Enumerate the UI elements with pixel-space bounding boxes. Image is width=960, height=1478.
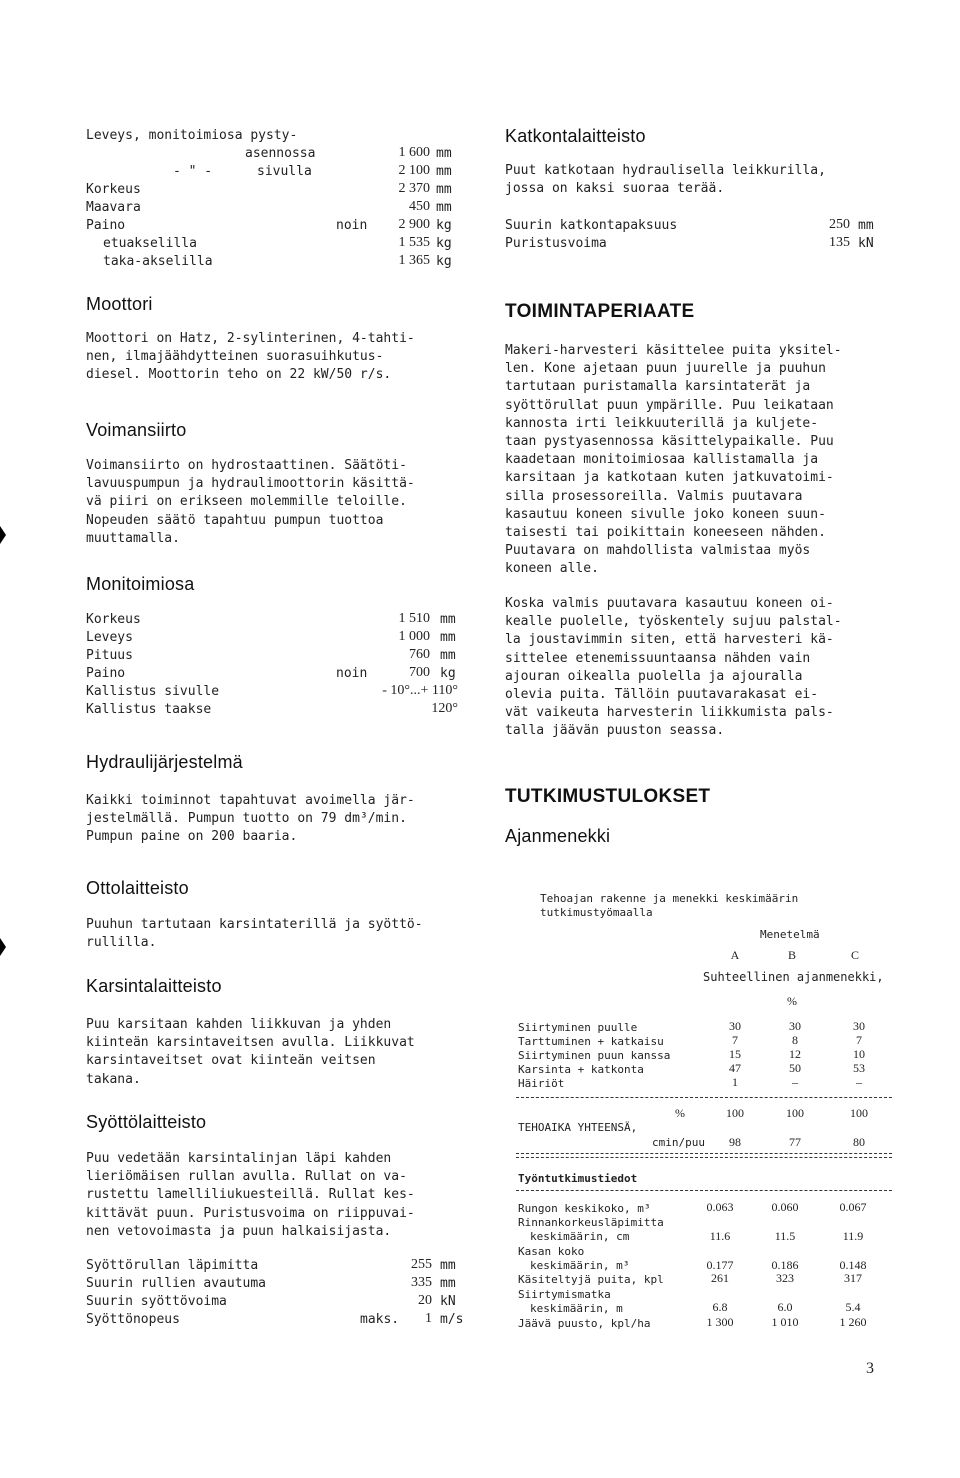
spec-unit: kN [858,236,874,251]
cell: 11.9 [842,1229,864,1243]
text-line: silla prosessoreilla. Valmis puutavara [505,488,803,504]
spec-unit: mm [440,630,456,645]
cell: 10 [853,1047,865,1061]
cell: 11.6 [709,1229,731,1243]
text-line: karsitaan ja katkotaan kuten jatkuvatoimi- [505,470,834,486]
subsection-heading: Ajanmenekki [505,826,611,846]
spec-label: Pituus [86,648,133,663]
spec-value: 135 [829,235,850,250]
text-line: kittävät puun. Puristusvoima on riippuvai- [86,1205,415,1221]
text-line: Voimansiirto on hydrostaattinen. Säätöti- [86,458,407,473]
text-line: Puu karsitaan kahden liikkuvan ja yhden [86,1017,392,1032]
spec-value: 1 [425,1311,432,1326]
row-label: TEHOAIKA YHTEENSÄ, [518,1121,638,1134]
text-line: muuttamalla. [86,530,180,546]
text-line: rullilla. [86,935,157,951]
spec-unit: mm [440,612,456,627]
paragraph [505,162,826,198]
cell: 15 [729,1047,741,1061]
row-label: keskimäärin, cm [530,1230,630,1243]
cell: 1 [732,1075,738,1089]
spec-label: Syöttörullan läpimitta [86,1258,259,1273]
text-line: kaadetaan monitoimiosaa kallistamalla ja [505,452,819,468]
cell: 0.063 [706,1200,734,1214]
section-heading: TUTKIMUSTULOKSET [505,786,711,807]
spec-unit: mm [440,1276,456,1291]
unit-label: cmin/puu [652,1136,705,1149]
row-label: Karsinta + katkonta [518,1063,644,1076]
cell: 80 [853,1135,865,1149]
row-label: Häiriöt [518,1077,565,1090]
spec-value: - 10°...+ 110° [382,683,458,698]
paragraph [86,792,415,847]
section-heading: Syöttölaitteisto [86,1112,207,1132]
section-heading: TOIMINTAPERIAATE [505,301,695,322]
text-line: diesel. Moottorin teho on 22 kW/50 r/s. [86,367,392,383]
spec-value: 1 510 [398,611,430,626]
spec-value: 700 [409,665,430,680]
row-label: Siirtyminen puulle [518,1021,638,1034]
text-line: kannosta irti leikkuuterillä ja kuljete- [505,415,819,431]
spec-label: asennossa [245,146,316,161]
cell: 323 [776,1271,794,1285]
spec-value: 20 [418,1293,432,1308]
cell: 12 [789,1047,801,1061]
cell: 0.067 [839,1200,867,1214]
text-line: talla jäävän puuston seassa. [505,723,725,739]
text-line: sittelee etenemissuuntaansa nähden vain [505,650,811,666]
text-line: syöttörullat puun ympärille. Puu leikataan [505,397,834,413]
text-line: jestelmällä. Pumpun tuotto on 79 dm³/min. [86,811,407,827]
text-line: len. Kone ajetaan puun juurelle ja puuhun [505,361,826,377]
cell: 7 [856,1033,862,1047]
section-heading: Ottolaitteisto [86,878,189,898]
spec-label: Syöttönopeus [86,1312,180,1327]
spec-label: Korkeus [86,612,141,627]
text-line: Puu vedetään karsintalinjan läpi kahden [86,1151,392,1166]
text-line: takana. [86,1071,141,1087]
cell: 30 [853,1019,865,1033]
spec-value: 255 [411,1257,432,1272]
spec-label: Leveys [86,630,133,645]
spec-value: 2 100 [398,163,430,178]
spec-unit: kg [436,236,452,251]
spec-value: 1 535 [398,235,430,250]
cell: – [856,1075,862,1089]
text-line: Puut katkotaan hydraulisella leikkurilla, [505,163,826,178]
cell: 1 300 [706,1315,734,1329]
table-caption: tutkimustyömaalla [540,906,653,919]
section-heading: Monitoimiosa [86,574,195,594]
spec-prefix: sivulla [257,164,312,179]
cell: 53 [853,1061,865,1075]
text-line: Makeri-harvesteri käsittelee puita yksitel- [505,343,842,358]
spec-label: Paino [86,666,126,681]
cell: 11.5 [774,1229,796,1243]
section-heading: Voimansiirto [86,420,187,440]
cell: 8 [792,1033,798,1047]
section-heading: Katkontalaitteisto [505,126,646,146]
cell: – [792,1075,798,1089]
spec-label: Kallistus sivulle [86,684,220,699]
unit-header: Suhteellinen ajanmenekki, [703,970,884,984]
cell: 100 [850,1106,868,1120]
cell: 7 [732,1033,738,1047]
column-header: A [730,948,740,962]
cell: 6.8 [712,1300,728,1314]
spec-label: Korkeus [86,182,141,197]
text-line: lieriömäisen rullan avulla. Rullat on va- [86,1169,407,1185]
text-line: Kaikki toiminnot tapahtuvat avoimella jär- [86,793,415,808]
unit-symbol: % [787,994,797,1008]
text-line: lavuuspumpun ja hydraulimoottorin käsittä- [86,476,415,492]
cell: 0.060 [771,1200,799,1214]
text-line: jossa on kaksi suoraa terää. [505,181,725,197]
cell: 1 010 [771,1315,799,1329]
spec-value: 1 000 [398,629,430,644]
spec-value: 2 900 [398,217,430,232]
paragraph [505,595,842,741]
spec-label: - " - [173,164,213,179]
row-label: keskimäärin, m³ [530,1259,630,1272]
spec-unit: mm [436,200,452,215]
text-line: Pumpun paine on 200 baaria. [86,829,298,845]
cell: 100 [786,1106,804,1120]
spec-unit: kg [440,666,456,681]
paragraph [86,916,423,952]
cell: 100 [726,1106,744,1120]
cell: 47 [729,1061,741,1075]
spec-value: 335 [411,1275,432,1290]
column-header: C [850,948,859,962]
spec-unit: m/s [440,1312,464,1327]
paragraph [86,1016,415,1089]
spec-label: Leveys, monitoimiosa pysty- [86,128,298,143]
text-line: vä piiri on erikseen molemmille teloille. [86,494,407,510]
spec-unit: kg [436,218,452,233]
spec-prefix: noin [336,666,368,681]
row-label: Siirtymismatka [518,1288,611,1301]
spec-unit: kg [436,254,452,269]
unit-symbol: % [675,1106,685,1120]
text-line: olevia puita. Tällöin puutavarakasat ei- [505,687,819,703]
spec-label: Paino [86,218,126,233]
row-label: Rungon keskikoko, m³ [518,1202,651,1215]
row-label: Tarttuminen + katkaisu [518,1035,664,1048]
spec-label: Kallistus taakse [86,702,212,717]
row-label: Käsiteltyjä puita, kpl [518,1273,664,1286]
text-line: Puuhun tartutaan karsintaterillä ja syöttö- [86,917,423,932]
row-label: keskimäärin, m [530,1302,623,1315]
spec-label: Suurin katkontapaksuus [505,218,678,233]
subtable-title: Työntutkimustiedot [518,1172,638,1185]
row-label: Siirtyminen puun kanssa [518,1049,671,1062]
column-header: B [787,948,796,962]
section-heading: Karsintalaitteisto [86,976,222,996]
spec-unit: mm [436,164,452,179]
text-line: Nopeuden säätö tapahtuu pumpun tuottoa [86,512,384,528]
spec-unit: mm [436,182,452,197]
text-line: kealle puolelle, työskentely sujuu palstal- [505,614,842,630]
paragraph [86,1150,415,1241]
row-label: Jäävä puusto, kpl/ha [518,1317,651,1330]
cell: 5.4 [845,1300,861,1314]
cell: 98 [729,1135,741,1149]
cell: 0.177 [706,1258,734,1272]
cell: 50 [789,1061,801,1075]
cell: 1 260 [839,1315,867,1329]
text-line: tartutaan puristamalla karsintaterät ja [505,379,811,395]
spec-label: etuakselilla [103,236,197,251]
text-line: kasautuu koneen sivulle joko koneen suun- [505,506,826,522]
cell: 6.0 [777,1300,793,1314]
text-line: Puutavara on mahdollista valmistaa myös [505,543,811,559]
margin-marker [0,938,6,956]
text-line: taan pystyasennossa käsittelypaikalle. Puu [505,434,834,450]
cell: 317 [844,1271,862,1285]
text-line: Moottori on Hatz, 2-sylinterinen, 4-tahti- [86,331,415,346]
spec-value: 450 [409,199,430,214]
row-label: Rinnankorkeusläpimitta [518,1216,664,1229]
spec-label: Maavara [86,200,141,215]
spec-value: 1 600 [398,145,430,160]
text-line: taisesti tai poikittain koneeseen nähden. [505,525,826,541]
text-line: la joustavimmin siten, että harvesteri kä- [505,632,834,648]
text-line: ajouran oikealla puolella ja ajouralla [505,668,803,684]
text-line: Koska valmis puutavara kasautuu koneen oi- [505,596,834,611]
spec-label: Puristusvoima [505,236,607,251]
text-line: vät vaikeuta harvesterin liikkumista pals- [505,705,834,721]
page-number: 3 [866,1360,874,1377]
spec-unit: mm [440,648,456,663]
section-heading: Hydraulijärjestelmä [86,752,243,772]
text-line: koneen alle. [505,561,599,577]
divider [516,1153,892,1158]
spec-unit: mm [440,1258,456,1273]
table-caption: Tehoajan rakenne ja menekki keskimäärin [540,892,799,905]
cell: 261 [711,1271,729,1285]
section-heading: Moottori [86,294,153,314]
spec-value: 2 370 [398,181,430,196]
spec-label: taka-akselilla [103,254,213,269]
divider [516,1190,892,1191]
cell: 0.148 [839,1258,867,1272]
paragraph [86,457,415,548]
paragraph [505,342,842,579]
spec-unit: mm [858,218,874,233]
cell: 0.186 [771,1258,799,1272]
text-line: rustettu lamelliliukuesteillä. Rullat kes- [86,1187,415,1203]
text-line: kiinteän karsintaveitsen avulla. Liikkuvat [86,1035,415,1051]
spec-label: Suurin syöttövoima [86,1294,227,1309]
text-line: nen vetovoimasta ja puun halkaisijasta. [86,1223,392,1239]
text-line: nen, ilmajäähdytteinen suorasuihkutus- [86,349,384,365]
cell: 30 [729,1019,741,1033]
spec-value: 120° [431,701,458,716]
row-label: Kasan koko [518,1245,585,1258]
cell: 30 [789,1019,801,1033]
column-group-header: Menetelmä [760,928,820,941]
spec-value: 250 [829,217,850,232]
spec-label: Suurin rullien avautuma [86,1276,267,1291]
spec-prefix: maks. [360,1312,400,1327]
paragraph [86,330,415,385]
spec-value: 760 [409,647,430,662]
divider [516,1097,892,1098]
spec-unit: kN [440,1294,456,1309]
spec-prefix: noin [336,218,368,233]
spec-unit: mm [436,146,452,161]
margin-marker [0,526,6,544]
cell: 77 [789,1135,801,1149]
text-line: karsintaveitset ovat kiinteän veitsen [86,1053,376,1069]
spec-value: 1 365 [398,253,430,268]
